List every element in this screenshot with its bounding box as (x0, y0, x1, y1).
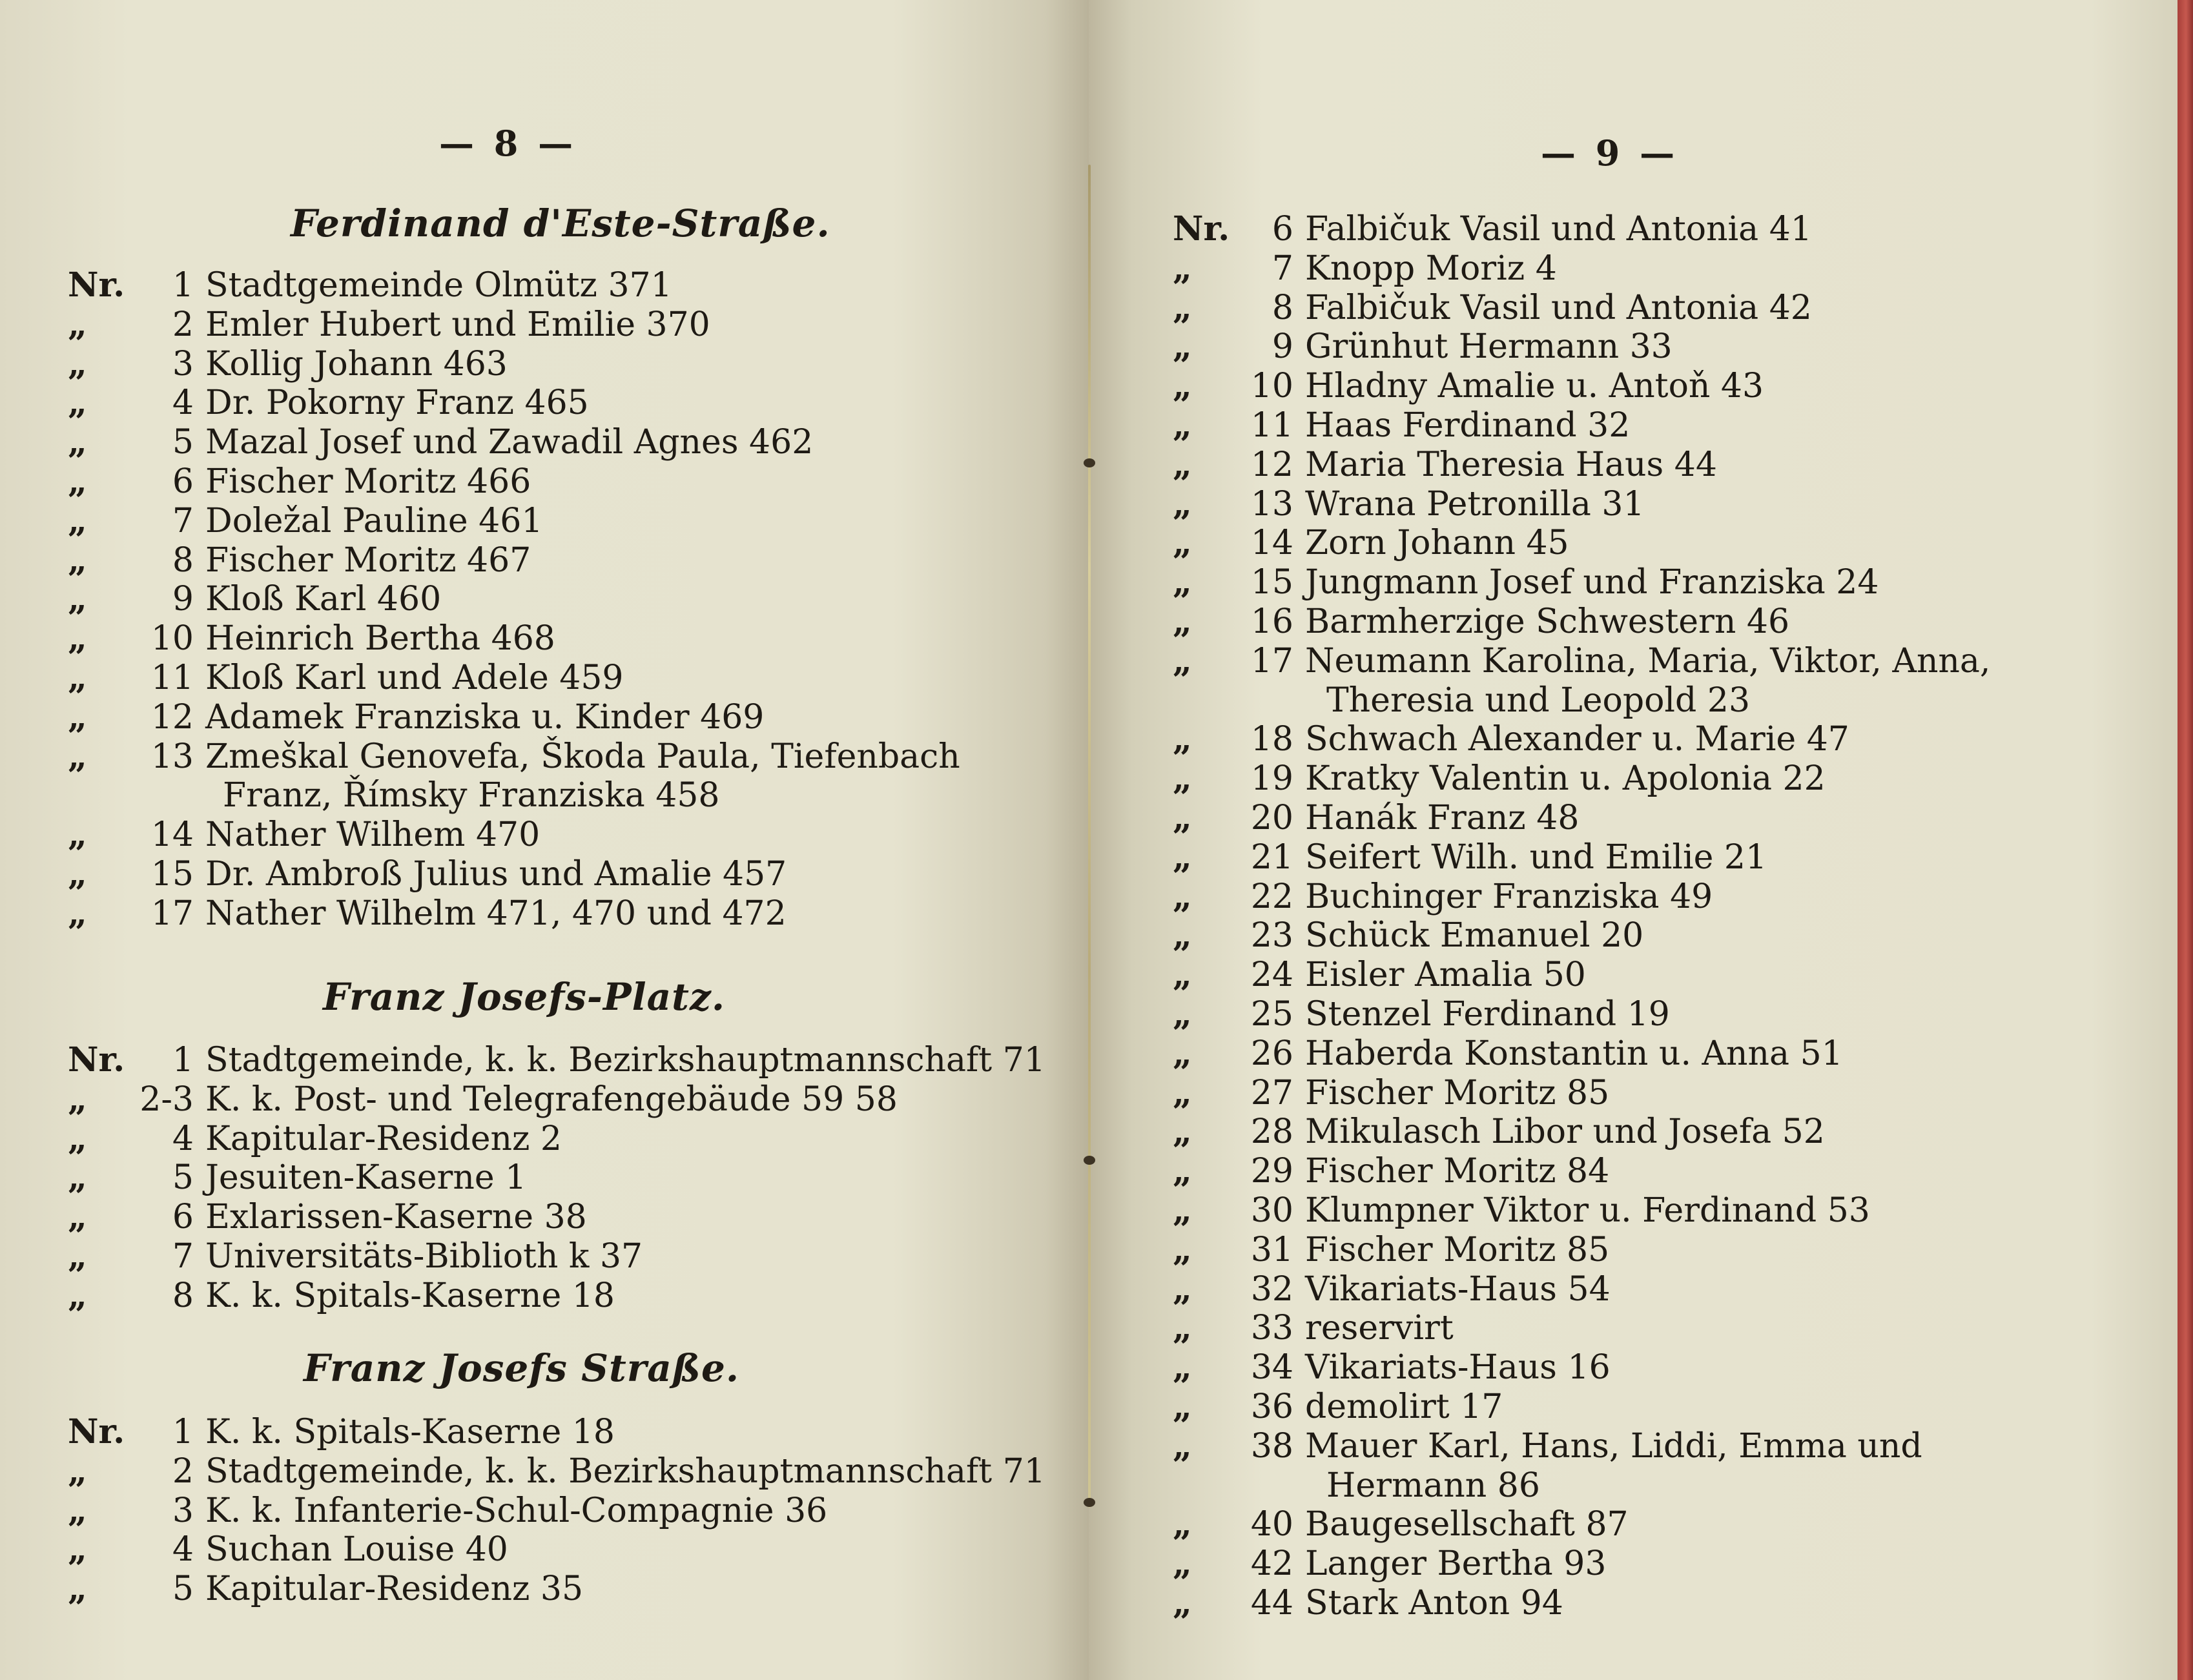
house-number: 6 (172, 1198, 194, 1237)
owner-text: Universitäts-Biblioth k 37 (205, 1237, 643, 1276)
list-item (1089, 1427, 2148, 1466)
owner-text: Eisler Amalia 50 (1305, 956, 1586, 995)
house-number: 7 (172, 501, 194, 540)
row-prefix: „ (68, 462, 87, 501)
row-prefix: „ (68, 1490, 87, 1530)
list-item (1089, 1074, 2148, 1112)
list-item (1089, 916, 2148, 955)
owner-text: Zmeškal Genovefa, Škoda Paula, Tiefenbach (205, 737, 960, 776)
owner-text: Maria Theresia Haus 44 (1305, 445, 1717, 484)
house-number: 3 (172, 344, 194, 384)
list-item (0, 1276, 1059, 1315)
house-number: 36 (1250, 1388, 1293, 1426)
section-heading: Franz Josefs-Platz. (323, 975, 726, 1019)
house-number: 11 (150, 659, 194, 697)
owner-text: Kloß Karl 460 (205, 580, 442, 619)
owner-text: Baugesellschaft 87 (1305, 1505, 1629, 1544)
list-item (1089, 1034, 2148, 1073)
owner-text: Jungmann Josef und Franziska 24 (1305, 563, 1879, 602)
row-prefix: „ (1173, 1426, 1192, 1466)
list-item (1089, 877, 2148, 916)
row-prefix: Nr. (68, 265, 125, 305)
row-prefix: „ (1173, 248, 1192, 288)
house-number: 22 (1250, 877, 1293, 916)
house-number: 13 (1250, 484, 1293, 524)
list-item (1089, 1152, 2148, 1191)
binding-thread (1082, 165, 1096, 1508)
list-item (1089, 1112, 2148, 1151)
owner-text: Doležal Pauline 461 (205, 501, 543, 540)
row-prefix: „ (1173, 1387, 1192, 1426)
owner-text: Stark Anton 94 (1305, 1584, 1563, 1623)
row-prefix: „ (1173, 1229, 1192, 1269)
house-number: 2 (172, 305, 194, 344)
house-number: 28 (1250, 1112, 1293, 1152)
list-item (1089, 799, 2148, 837)
list-item (0, 894, 1059, 933)
house-number: 14 (150, 815, 194, 855)
list-item (0, 698, 1059, 737)
owner-text: Nather Wilhem 470 (205, 815, 541, 855)
house-number: 33 (1250, 1309, 1293, 1348)
row-prefix: „ (68, 579, 87, 619)
owner-text: Schwach Alexander u. Marie 47 (1305, 720, 1849, 759)
row-prefix: „ (68, 815, 87, 855)
house-number: 7 (172, 1237, 194, 1276)
list-item (1089, 602, 2148, 641)
list-item (1089, 446, 2148, 484)
owner-text: Haberda Konstantin u. Anna 51 (1305, 1034, 1843, 1073)
house-number: 29 (1250, 1152, 1293, 1191)
owner-text: K. k. Spitals-Kaserne 18 (205, 1413, 615, 1451)
row-prefix: „ (1173, 955, 1192, 995)
house-number: 23 (1250, 916, 1293, 956)
row-prefix: „ (1173, 1269, 1192, 1309)
list-item (1089, 1388, 2148, 1426)
section-heading: Franz Josefs Straße. (304, 1346, 740, 1390)
list-item (1089, 406, 2148, 445)
list-item (0, 580, 1059, 619)
list-item (0, 1413, 1059, 1451)
row-prefix: „ (1173, 1347, 1192, 1388)
house-number: 17 (1250, 641, 1293, 681)
row-prefix: „ (68, 1236, 87, 1276)
list-item (1089, 1544, 2148, 1583)
row-prefix: „ (68, 383, 87, 423)
list-item (0, 1530, 1059, 1569)
owner-text: Falbičuk Vasil und Antonia 41 (1305, 210, 1812, 249)
owner-text: Mikulasch Libor und Josefa 52 (1305, 1112, 1825, 1152)
list-item (1089, 1505, 2148, 1544)
owner-text: Klumpner Viktor u. Ferdinand 53 (1305, 1191, 1870, 1230)
owner-text: Fischer Moritz 466 (205, 462, 531, 501)
row-prefix: „ (1173, 1544, 1192, 1584)
house-number: 19 (1250, 759, 1293, 799)
list-item (0, 855, 1059, 894)
owner-text-continuation: Hermann 86 (1326, 1466, 1540, 1505)
row-prefix: „ (1173, 1112, 1192, 1152)
row-prefix: „ (68, 893, 87, 933)
list-item (1089, 642, 2148, 681)
list-item (0, 423, 1059, 462)
list-item (0, 1080, 1059, 1119)
list-item (1089, 720, 2148, 759)
list-item (0, 502, 1059, 540)
row-prefix: „ (68, 1569, 87, 1609)
list-item (1089, 1309, 2148, 1347)
page-number: — 9 — (1541, 132, 1679, 174)
owner-text: Stadtgemeinde, k. k. Bezirkshauptmannschaft 71 (205, 1451, 1045, 1491)
list-item (0, 737, 1059, 776)
house-number: 4 (172, 1119, 194, 1158)
row-prefix: „ (1173, 1033, 1192, 1073)
owner-text: Zorn Johann 45 (1305, 524, 1569, 563)
house-number: 4 (172, 1530, 194, 1570)
house-number: 21 (1250, 837, 1293, 877)
row-prefix: „ (1173, 1308, 1192, 1348)
owner-text-continuation: Theresia und Leopold 23 (1326, 681, 1751, 720)
row-prefix: „ (1173, 719, 1192, 759)
list-item (1089, 563, 2148, 602)
row-prefix: „ (1173, 876, 1192, 916)
list-item (1089, 995, 2148, 1034)
row-prefix: „ (68, 540, 87, 580)
owner-text: Jesuiten-Kaserne 1 (205, 1158, 527, 1198)
house-number: 4 (172, 384, 194, 423)
list-item (0, 1452, 1059, 1491)
house-number: 6 (172, 462, 194, 501)
house-number: 38 (1250, 1426, 1293, 1466)
house-number: 15 (150, 855, 194, 894)
binding-knot (1084, 1156, 1095, 1165)
house-number: 12 (1250, 445, 1293, 484)
list-item (1089, 1348, 2148, 1387)
owner-text: Mazal Josef und Zawadil Agnes 462 (205, 423, 814, 462)
binding-knot (1084, 458, 1095, 467)
house-number: 9 (1272, 327, 1293, 367)
row-prefix: „ (68, 304, 87, 344)
house-number: 20 (1250, 799, 1293, 837)
row-prefix: „ (68, 1275, 87, 1315)
owner-text: Kapitular-Residenz 2 (205, 1119, 562, 1158)
row-prefix: „ (68, 1118, 87, 1158)
row-prefix: „ (1173, 405, 1192, 445)
owner-text: Kloß Karl und Adele 459 (205, 659, 624, 697)
row-prefix: „ (68, 1530, 87, 1570)
row-prefix: Nr. (68, 1412, 125, 1451)
owner-text: Fischer Moritz 84 (1305, 1152, 1610, 1191)
owner-text: Wrana Petronilla 31 (1305, 484, 1645, 524)
list-item (0, 305, 1059, 344)
owner-text: Heinrich Bertha 468 (205, 619, 555, 659)
owner-text: Kratky Valentin u. Apolonia 22 (1305, 759, 1826, 799)
list-item (0, 462, 1059, 501)
row-prefix: „ (68, 343, 87, 384)
owner-text: K. k. Infanterie-Schul-Compagnie 36 (205, 1491, 828, 1530)
row-prefix: „ (1173, 837, 1192, 877)
book-cover-edge (2178, 0, 2193, 1680)
list-item (0, 1041, 1059, 1080)
owner-text: Dr. Pokorny Franz 465 (205, 384, 589, 423)
row-prefix: „ (1173, 798, 1192, 837)
house-number: 10 (150, 619, 194, 659)
list-item (0, 1198, 1059, 1236)
list-item (0, 1570, 1059, 1608)
list-item (1089, 249, 2148, 288)
row-prefix: „ (68, 854, 87, 894)
house-number: 42 (1250, 1544, 1293, 1584)
house-number: 30 (1250, 1191, 1293, 1230)
list-item (1089, 1584, 2148, 1623)
owner-text: Fischer Moritz 85 (1305, 1073, 1610, 1112)
house-number: 40 (1250, 1505, 1293, 1544)
house-number: 25 (1250, 995, 1293, 1034)
house-number: 9 (172, 580, 194, 619)
row-prefix: „ (68, 658, 87, 697)
house-number: 5 (172, 1158, 194, 1198)
owner-text: Stenzel Ferdinand 19 (1305, 995, 1670, 1034)
owner-text: Emler Hubert und Emilie 370 (205, 305, 710, 344)
row-prefix: „ (1173, 759, 1192, 799)
row-prefix: „ (1173, 366, 1192, 406)
row-prefix: Nr. (68, 1040, 125, 1080)
owner-text: Falbičuk Vasil und Antonia 42 (1305, 288, 1812, 327)
list-item (1089, 1191, 2148, 1230)
list-item (0, 384, 1059, 422)
house-number: 7 (1272, 249, 1293, 288)
section-heading: Ferdinand d'Este-Straße. (291, 201, 830, 245)
owner-text: Barmherzige Schwestern 46 (1305, 602, 1790, 641)
owner-text: Mauer Karl, Hans, Liddi, Emma und (1305, 1426, 1922, 1466)
house-number: 18 (1250, 720, 1293, 759)
row-prefix: „ (1173, 327, 1192, 367)
owner-text: Nather Wilhelm 471, 470 und 472 (205, 894, 787, 933)
owner-text: Knopp Moriz 4 (1305, 249, 1557, 288)
house-number: 10 (1250, 367, 1293, 406)
list-item (1089, 1231, 2148, 1269)
owner-text-continuation: Franz, Římsky Franziska 458 (223, 776, 720, 815)
house-number: 1 (172, 1413, 194, 1451)
house-number: 17 (150, 894, 194, 933)
row-prefix: „ (1173, 1504, 1192, 1544)
house-number: 44 (1250, 1584, 1293, 1623)
owner-text: Adamek Franziska u. Kinder 469 (205, 697, 765, 737)
house-number: 5 (172, 1570, 194, 1609)
owner-text: Neumann Karolina, Maria, Viktor, Anna, (1305, 641, 1991, 681)
list-item (1089, 327, 2148, 366)
row-prefix: „ (68, 1079, 87, 1119)
row-prefix: „ (68, 500, 87, 540)
row-prefix: „ (68, 697, 87, 737)
owner-text: Vikariats-Haus 16 (1305, 1348, 1611, 1388)
row-prefix: Nr. (1173, 209, 1230, 249)
list-item (0, 815, 1059, 854)
row-prefix: „ (1173, 1072, 1192, 1112)
row-prefix: „ (1173, 994, 1192, 1034)
house-number: 8 (172, 540, 194, 580)
house-number: 5 (172, 423, 194, 462)
list-item (0, 1237, 1059, 1276)
house-number: 26 (1250, 1034, 1293, 1073)
page-left (0, 0, 1089, 1680)
row-prefix: „ (68, 1197, 87, 1237)
row-prefix: „ (1173, 1151, 1192, 1191)
row-prefix: „ (1173, 562, 1192, 602)
owner-text: Kollig Johann 463 (205, 344, 508, 384)
list-item (0, 1491, 1059, 1530)
house-number: 6 (1272, 210, 1293, 249)
house-number: 11 (1250, 406, 1293, 445)
house-number: 14 (1250, 524, 1293, 563)
owner-text: Stadtgemeinde Olmütz 371 (205, 266, 672, 305)
list-item (0, 659, 1059, 697)
owner-text: Seifert Wilh. und Emilie 21 (1305, 837, 1767, 877)
house-number: 16 (1250, 602, 1293, 641)
house-number: 13 (150, 737, 194, 776)
house-number: 31 (1250, 1230, 1293, 1269)
page-right (1089, 0, 2178, 1680)
row-prefix: „ (1173, 523, 1192, 563)
list-item (1089, 838, 2148, 877)
row-prefix: „ (1173, 444, 1192, 484)
owner-text: Hladny Amalie u. Antoň 43 (1305, 367, 1764, 406)
owner-text: demolirt 17 (1305, 1388, 1503, 1426)
list-item (1089, 759, 2148, 798)
house-number: 32 (1250, 1269, 1293, 1309)
list-item (1089, 956, 2148, 994)
house-number: 2 (172, 1451, 194, 1491)
row-prefix: „ (1173, 287, 1192, 327)
house-number: 8 (1272, 288, 1293, 327)
row-prefix: „ (1173, 602, 1192, 641)
owner-text: Grünhut Hermann 33 (1305, 327, 1673, 367)
list-item (0, 345, 1059, 384)
owner-text: Kapitular-Residenz 35 (205, 1570, 584, 1609)
list-item (1089, 1270, 2148, 1309)
owner-text: Fischer Moritz 467 (205, 540, 531, 580)
row-prefix: „ (68, 736, 87, 776)
row-prefix: „ (68, 1451, 87, 1491)
thread-line (1088, 165, 1091, 1508)
owner-text: K. k. Post- und Telegrafengebäude 59 58 (205, 1080, 898, 1119)
house-number: 1 (172, 266, 194, 305)
house-number: 1 (172, 1041, 194, 1080)
house-number: 3 (172, 1491, 194, 1530)
row-prefix: „ (1173, 1191, 1192, 1230)
list-item (1089, 367, 2148, 405)
owner-text: reservirt (1305, 1309, 1454, 1348)
row-prefix: „ (68, 422, 87, 462)
list-item (0, 619, 1059, 658)
owner-text: Schück Emanuel 20 (1305, 916, 1644, 956)
house-number: 15 (1250, 563, 1293, 602)
list-item (1089, 210, 2148, 249)
owner-text: Buchinger Franziska 49 (1305, 877, 1713, 916)
owner-text: Haas Ferdinand 32 (1305, 406, 1631, 445)
house-number: 34 (1250, 1348, 1293, 1388)
owner-text: Fischer Moritz 85 (1305, 1230, 1610, 1269)
list-item (1089, 485, 2148, 524)
owner-text: Vikariats-Haus 54 (1305, 1269, 1611, 1309)
house-number: 2-3 (139, 1080, 194, 1119)
owner-text: Suchan Louise 40 (205, 1530, 508, 1570)
house-number: 24 (1250, 956, 1293, 995)
list-item (1089, 289, 2148, 327)
list-item (0, 266, 1059, 305)
row-prefix: „ (1173, 484, 1192, 524)
house-number: 27 (1250, 1073, 1293, 1112)
list-item (1089, 524, 2148, 562)
row-prefix: „ (1173, 1583, 1192, 1623)
owner-text: K. k. Spitals-Kaserne 18 (205, 1276, 615, 1315)
list-item (0, 541, 1059, 580)
house-number: 8 (172, 1276, 194, 1315)
row-prefix: „ (1173, 640, 1192, 681)
row-prefix: „ (68, 619, 87, 659)
owner-text: Exlarissen-Kaserne 38 (205, 1198, 587, 1237)
owner-text: Dr. Ambroß Julius und Amalie 457 (205, 855, 787, 894)
row-prefix: „ (1173, 916, 1192, 956)
owner-text: Langer Bertha 93 (1305, 1544, 1607, 1584)
owner-text: Hanák Franz 48 (1305, 799, 1580, 837)
binding-knot (1084, 1498, 1095, 1507)
row-prefix: „ (68, 1158, 87, 1198)
owner-text: Stadtgemeinde, k. k. Bezirkshauptmannschaft 71 (205, 1041, 1045, 1080)
page-number: — 8 — (439, 123, 577, 164)
list-item (0, 1120, 1059, 1158)
list-item (0, 1158, 1059, 1197)
house-number: 12 (150, 697, 194, 737)
